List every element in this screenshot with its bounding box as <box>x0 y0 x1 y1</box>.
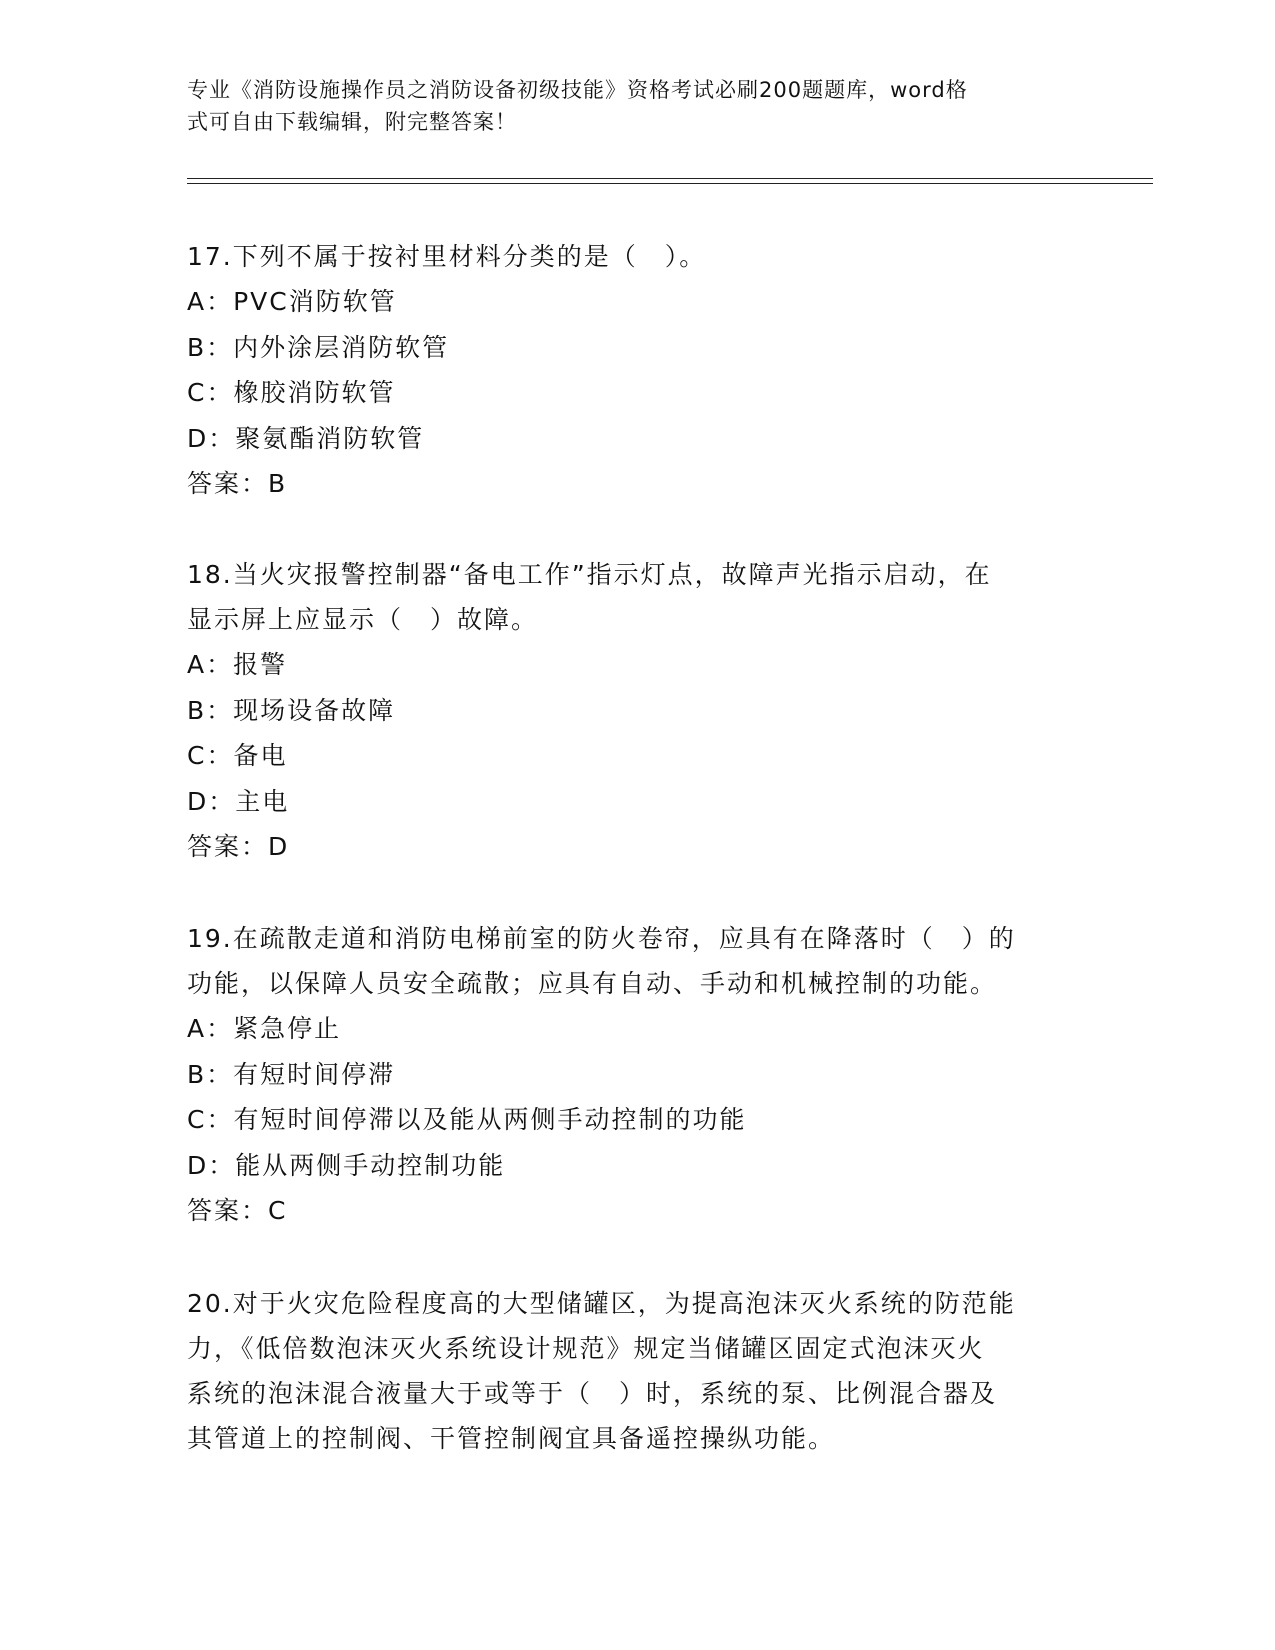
option-c: C：橡胶消防软管 <box>187 378 396 407</box>
header-rule-bottom <box>187 183 1153 184</box>
option-a: A：报警 <box>187 650 288 679</box>
question-20 <box>187 1281 1087 1461</box>
question-17 <box>187 234 1087 507</box>
option-b: B：有短时间停滞 <box>187 1059 396 1089</box>
header-line-2: 式可自由下载编辑，附完整答案！ <box>187 110 517 134</box>
answer: 答案：C <box>187 1196 288 1225</box>
answer: 答案：D <box>187 832 290 861</box>
option-d: D：聚氨酯消防软管 <box>187 423 425 453</box>
question-text-line-2: 功能，以保障人员安全疏散；应具有自动、手动和机械控制的功能。 <box>187 969 998 998</box>
option-c: C：备电 <box>187 741 288 770</box>
option-a: A：紧急停止 <box>187 1014 342 1043</box>
question-text: 17.下列不属于按衬里材料分类的是（ ）。 <box>187 242 707 271</box>
question-text-line-3: 系统的泡沫混合液量大于或等于（ ）时，系统的泵、比例混合器及 <box>187 1379 998 1408</box>
question-text-line-2: 力，《低倍数泡沫灭火系统设计规范》规定当储罐区固定式泡沫灭火 <box>187 1334 985 1363</box>
document-header <box>187 74 1067 138</box>
question-text-line-1: 18.当火灾报警控制器“备电工作”指示灯点，故障声光指示启动，在 <box>187 560 992 589</box>
question-18 <box>187 552 1087 870</box>
question-text-line-2: 显示屏上应显示（ ）故障。 <box>187 605 539 634</box>
answer: 答案：B <box>187 469 288 498</box>
question-text-line-1: 19.在疏散走道和消防电梯前室的防火卷帘，应具有在降落时（ ）的 <box>187 924 1016 953</box>
option-b: B：现场设备故障 <box>187 695 396 725</box>
question-text-line-1: 20.对于火灾危险程度高的大型储罐区，为提高泡沫灭火系统的防范能 <box>187 1289 1016 1318</box>
option-d: D：能从两侧手动控制功能 <box>187 1150 506 1180</box>
question-19 <box>187 916 1087 1234</box>
header-rule-top <box>187 178 1153 179</box>
option-b: B：内外涂层消防软管 <box>187 332 450 362</box>
option-d: D：主电 <box>187 786 290 816</box>
option-a: A：PVC消防软管 <box>187 287 397 316</box>
option-c: C：有短时间停滞以及能从两侧手动控制的功能 <box>187 1105 747 1134</box>
question-text-line-4: 其管道上的控制阀、干管控制阀宜具备遥控操纵功能。 <box>187 1424 836 1453</box>
header-line-1: 专业《消防设施操作员之消防设备初级技能》资格考试必刷200题题库，word格 <box>187 78 968 102</box>
